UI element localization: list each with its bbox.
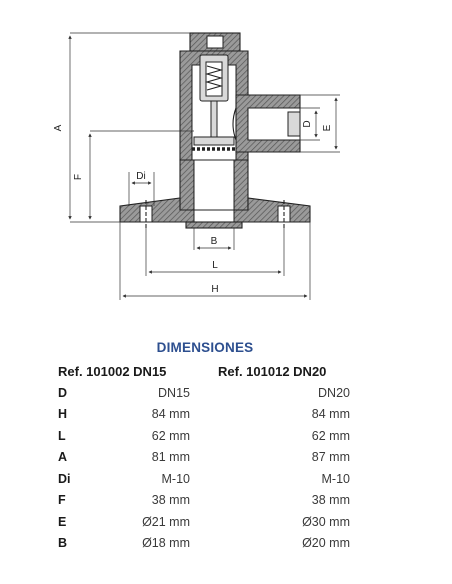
header-ref-dn15: Ref. 101002 DN15 [58,364,167,379]
dimensions-title: DIMENSIONES [156,340,254,355]
value-dn15: Ø21 mm [142,514,190,529]
value-dn20: M-10 [321,471,350,486]
lower-wall-right [234,160,248,210]
value-dn20: DN20 [318,385,350,400]
table-row [58,533,350,555]
row-label: E [58,514,67,529]
row-label: Di [58,471,71,486]
valve-body [120,33,310,228]
value-dn20: 38 mm [311,493,350,507]
table-row [58,383,350,405]
lower-wall-left [180,160,194,210]
table-row [58,404,350,426]
row-label: F [58,493,66,507]
row-label: L [58,428,66,443]
label-E: E [322,124,333,132]
valve-disc [194,137,234,145]
value-dn15: 38 mm [151,493,190,507]
label-Di: Di [136,171,146,182]
label-H: H [211,284,219,295]
flange-bore [194,210,234,222]
table-row [58,469,350,491]
table-row [58,447,350,469]
row-label: B [58,536,68,550]
outlet-thread [288,112,300,136]
row-label: D [58,385,68,400]
table-row [58,490,350,512]
label-A: A [53,124,64,132]
value-dn20: 87 mm [311,450,350,464]
value-dn15: 81 mm [151,450,190,464]
table-rows [58,383,350,555]
value-dn15: 84 mm [151,407,190,421]
label-F: F [73,173,84,181]
valve-stem [211,101,217,137]
row-label: H [58,407,68,421]
value-dn15: M-10 [161,471,190,486]
spring-bore [206,62,222,96]
table-row [58,426,350,448]
label-D: D [302,120,313,128]
value-dn15: Ø18 mm [142,536,190,550]
table-header-row [58,361,350,383]
label-B: B [210,236,218,247]
label-L: L [212,260,218,271]
value-dn20: 62 mm [311,428,350,443]
dimensions-table [58,361,350,555]
row-label: A [58,450,68,464]
header-ref-dn20: Ref. 101012 DN20 [218,364,327,379]
value-dn20: Ø30 mm [302,514,350,529]
spigot [186,222,242,228]
value-dn20: Ø20 mm [302,536,350,550]
cap-bore [207,36,223,48]
value-dn20: 84 mm [311,407,350,421]
table-row [58,512,350,534]
value-dn15: DN15 [158,385,190,400]
value-dn15: 62 mm [151,428,190,443]
